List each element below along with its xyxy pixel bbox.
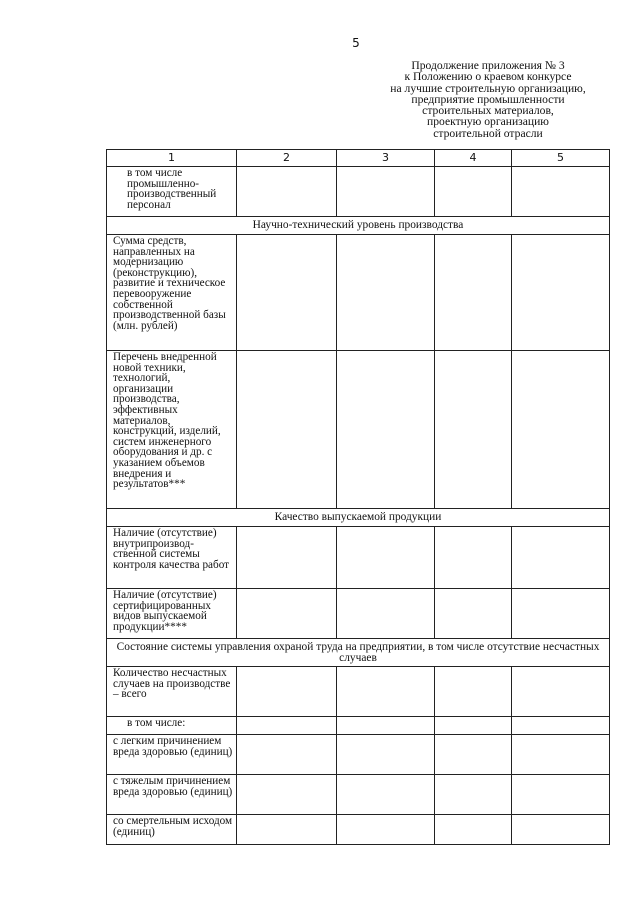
data-cell bbox=[435, 667, 512, 717]
data-cell bbox=[512, 775, 610, 815]
data-cell bbox=[337, 167, 435, 217]
column-number: 1 bbox=[107, 150, 237, 167]
data-cell bbox=[237, 235, 337, 351]
section-heading: Состояние системы управления охраной труда на предприятии, в том числе отсутствие несчастных случаев bbox=[107, 639, 610, 667]
table-row bbox=[107, 815, 610, 845]
column-number: 2 bbox=[237, 150, 337, 167]
row-label: с тяжелым причинением вреда здоровью (единиц) bbox=[107, 775, 237, 815]
data-cell bbox=[435, 775, 512, 815]
data-cell bbox=[435, 735, 512, 775]
column-number: 3 bbox=[337, 150, 435, 167]
data-cell bbox=[337, 815, 435, 845]
data-cell bbox=[337, 735, 435, 775]
data-cell bbox=[435, 351, 512, 509]
data-cell bbox=[237, 589, 337, 639]
table-row bbox=[107, 735, 610, 775]
column-number-row bbox=[107, 150, 610, 167]
table-row bbox=[107, 667, 610, 717]
data-cell bbox=[337, 589, 435, 639]
data-cell bbox=[512, 235, 610, 351]
table-row bbox=[107, 167, 610, 217]
data-cell bbox=[337, 235, 435, 351]
data-cell bbox=[337, 667, 435, 717]
data-cell bbox=[512, 589, 610, 639]
header-line: проектную организацию bbox=[427, 115, 549, 129]
table-row bbox=[107, 589, 610, 639]
header-line: строительной отрасли bbox=[433, 126, 543, 140]
data-cell bbox=[512, 735, 610, 775]
report-table bbox=[106, 149, 610, 845]
section-row bbox=[107, 217, 610, 235]
header-line: на лучшие строительную организацию, bbox=[390, 81, 586, 95]
data-cell bbox=[237, 815, 337, 845]
table-row bbox=[107, 527, 610, 589]
data-cell bbox=[237, 527, 337, 589]
data-cell bbox=[435, 527, 512, 589]
row-label: Перечень внедренной новой техники, технологий, организации производства, эффективных материалов, конструкций, изделий, систем инженерного оборудования и др. с указанием объемов внедрения и результатов*** bbox=[107, 351, 237, 509]
section-heading: Качество выпускаемой продукции bbox=[107, 509, 610, 527]
data-cell bbox=[512, 667, 610, 717]
table-row bbox=[107, 717, 610, 735]
data-cell bbox=[237, 667, 337, 717]
data-cell bbox=[237, 167, 337, 217]
page-number: 5 bbox=[352, 36, 360, 50]
data-cell bbox=[512, 527, 610, 589]
data-cell bbox=[512, 351, 610, 509]
row-label: Количество несчастных случаев на производстве – всего bbox=[107, 667, 237, 717]
appendix-header bbox=[376, 60, 600, 139]
data-cell bbox=[435, 235, 512, 351]
header-line: Продолжение приложения № 3 bbox=[411, 59, 565, 72]
table-row bbox=[107, 775, 610, 815]
row-label: в том числе промышленно-производственный персонал bbox=[107, 167, 237, 217]
data-cell bbox=[435, 717, 512, 735]
section-row bbox=[107, 509, 610, 527]
row-label: Наличие (отсутствие) сертифицированных видов выпускаемой продукции**** bbox=[107, 589, 237, 639]
section-heading: Научно-технический уровень производства bbox=[107, 217, 610, 235]
data-cell bbox=[237, 775, 337, 815]
table-row bbox=[107, 235, 610, 351]
data-cell bbox=[512, 167, 610, 217]
header-line: к Положению о краевом конкурсе bbox=[404, 70, 572, 84]
column-number: 4 bbox=[435, 150, 512, 167]
header-line: предприятие промышленности bbox=[411, 92, 565, 106]
section-row bbox=[107, 639, 610, 667]
data-cell bbox=[237, 735, 337, 775]
data-cell bbox=[512, 717, 610, 735]
row-label: Наличие (отсутствие) внутрипроизвод-ственной системы контроля качества работ bbox=[107, 527, 237, 589]
column-number: 5 bbox=[512, 150, 610, 167]
data-cell bbox=[435, 589, 512, 639]
data-cell bbox=[337, 527, 435, 589]
data-cell bbox=[337, 351, 435, 509]
table-row bbox=[107, 351, 610, 509]
data-cell bbox=[237, 351, 337, 509]
data-cell bbox=[435, 815, 512, 845]
header-line: строительных материалов, bbox=[422, 104, 554, 118]
row-label: со смертельным исходом (единиц) bbox=[107, 815, 237, 845]
row-label: в том числе: bbox=[107, 717, 237, 735]
data-cell bbox=[337, 717, 435, 735]
data-cell bbox=[337, 775, 435, 815]
data-cell bbox=[435, 167, 512, 217]
row-label: Сумма средств, направленных на модернизацию (реконструкцию), развитие и техническое перевооружение собственной производственной базы (млн. рублей) bbox=[107, 235, 237, 351]
row-label: с легким причинением вреда здоровью (единиц) bbox=[107, 735, 237, 775]
data-cell bbox=[237, 717, 337, 735]
data-cell bbox=[512, 815, 610, 845]
